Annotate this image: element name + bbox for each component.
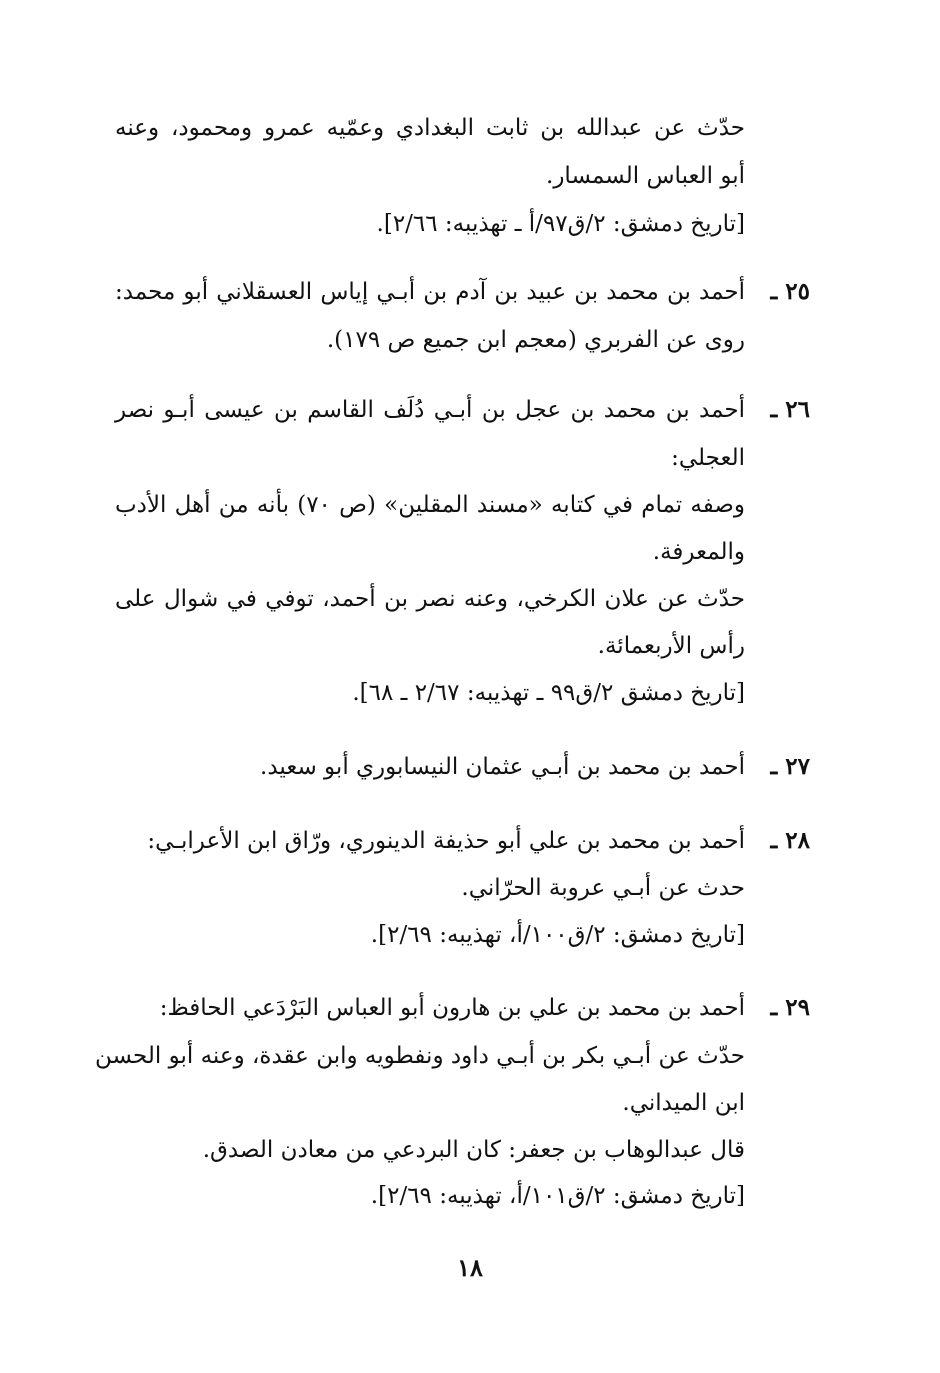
entry-number: ٢٦ ـ [770, 396, 810, 423]
entry-number: ٢٩ ـ [770, 994, 810, 1021]
entry-text-line: والمعرفة. [652, 539, 745, 565]
entry-text-line: حدّث عن أبـي بكر بن أبـي داود ونفطويه وابن عقدة، وعنه أبو الحسن [95, 1043, 745, 1069]
entry-heading-continuation: العجلي: [671, 445, 745, 471]
entry-text-line: ابن الميداني. [622, 1090, 745, 1116]
entry-number: ٢٨ ـ [770, 827, 810, 854]
entry-text-line: قال عبدالوهاب بن جعفر: كان البردعي من معادن الصدق. [202, 1137, 745, 1163]
entry-number: ٢٥ ـ [770, 278, 810, 305]
entry-heading: أحمد بن محمد بن أبـي عثمان النيسابوري أبو سعيد. [260, 754, 745, 780]
entry-heading: أحمد بن محمد بن علي بن هارون أبو العباس البَرْدَعي الحافظ: [159, 995, 745, 1021]
entry-heading: أحمد بن محمد بن عبيد بن آدم بن أبـي إياس العسقلاني أبو محمد: [115, 279, 745, 305]
source-citation: [تاريخ دمشق: ٢/ق١٠٠/أ، تهذيبه: ٢/٦٩]. [370, 922, 745, 948]
entry-text-line: حدث عن أبـي عروبة الحرّاني. [461, 875, 745, 901]
entry-continuation-line: حدّث عن عبدالله بن ثابت البغدادي وعمّيه عمرو ومحمود، وعنه [115, 115, 745, 141]
entry-text-line: حدّث عن علان الكرخي، وعنه نصر بن أحمد، توفي في شوال على [115, 586, 745, 612]
source-citation: [تاريخ دمشق: ٢/ق١٠١/أ، تهذيبه: ٢/٦٩]. [370, 1183, 745, 1209]
entry-text-line: روى عن الفربري (معجم ابن جميع ص ١٧٩). [326, 327, 745, 353]
source-citation: [تاريخ دمشق: ٢/ق٩٧/أ ـ تهذيبه: ٢/٦٦]. [376, 211, 745, 237]
entry-number: ٢٧ ـ [770, 753, 810, 780]
entry-heading: أحمد بن محمد بن علي أبو حذيفة الدينوري، ورّاق ابن الأعرابـي: [147, 828, 745, 854]
page-number: ١٨ [457, 1253, 483, 1282]
entry-text-line: رأس الأربعمائة. [597, 633, 745, 659]
entry-heading: أحمد بن محمد بن عجل بن أبـي دُلَف القاسم بن عيسى أبـو نصر [115, 397, 745, 423]
source-citation: [تاريخ دمشق ٢/ق٩٩ ـ تهذيبه: ٢/٦٧ ـ ٦٨]. [352, 680, 745, 706]
entry-text-line: وصفه تمام في كتابه «مسند المقلين» (ص ٧٠) بأنه من أهل الأدب [115, 492, 745, 518]
entry-continuation-line: أبو العباس السمسار. [546, 163, 745, 189]
